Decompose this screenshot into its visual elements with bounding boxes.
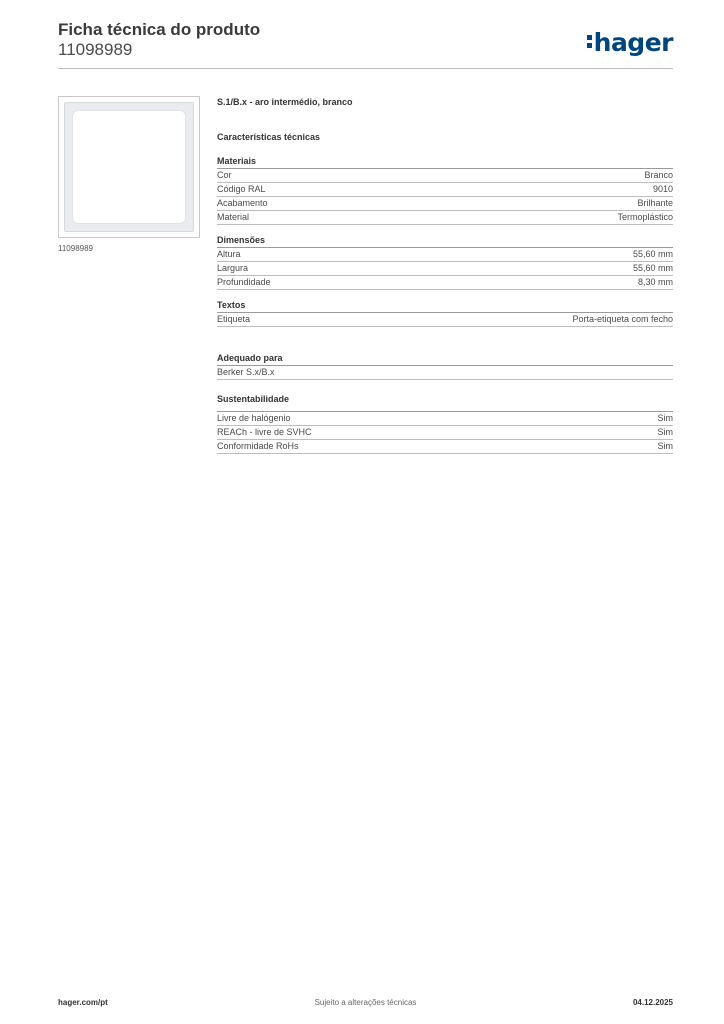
spec-label: Berker S.x/B.x <box>217 367 275 377</box>
frame-outer-shape <box>64 102 194 232</box>
spec-label: Conformidade RoHs <box>217 441 299 451</box>
section-title: Dimensões <box>217 235 673 248</box>
section-title: Adequado para <box>217 353 673 366</box>
spec-row <box>217 313 673 327</box>
spec-label: Cor <box>217 170 232 180</box>
spec-label: Etiqueta <box>217 314 251 324</box>
logo-dots-icon <box>587 35 593 51</box>
spec-label: Código RAL <box>217 184 266 194</box>
spec-row <box>217 276 673 290</box>
spec-value: Porta-etiqueta com fecho <box>572 314 673 324</box>
spec-value: Sim <box>657 413 673 423</box>
document-title: Ficha técnica do produto <box>58 20 261 39</box>
spec-label: Largura <box>217 263 249 273</box>
spec-row <box>217 366 673 380</box>
section-adequado-para <box>217 353 673 380</box>
footer-website-link[interactable]: hager.com/pt <box>58 998 108 1007</box>
spec-content <box>217 96 673 454</box>
section-title: Sustentabilidade <box>217 394 673 412</box>
frame-inner-shape <box>72 110 186 224</box>
spec-row <box>217 412 673 426</box>
spec-label: Profundidade <box>217 277 271 287</box>
section-materiais <box>217 156 673 225</box>
spec-value: 8,30 mm <box>637 277 673 287</box>
footer-date: 04.12.2025 <box>632 998 673 1007</box>
section-sustentabilidade <box>217 394 673 454</box>
spec-row <box>217 440 673 454</box>
section-title: Materiais <box>217 156 673 169</box>
spec-value: Sim <box>657 427 673 437</box>
spec-row <box>217 426 673 440</box>
product-code: 11098989 <box>58 40 133 59</box>
section-dimensoes <box>217 235 673 290</box>
spec-value: Brilhante <box>637 198 673 208</box>
spec-value: Sim <box>657 441 673 451</box>
spec-value: 55,60 mm <box>632 249 673 259</box>
hager-logo <box>587 28 673 57</box>
section-title: Textos <box>217 300 673 313</box>
spec-row <box>217 262 673 276</box>
spec-row <box>217 211 673 225</box>
spec-value: Branco <box>644 170 673 180</box>
product-image <box>58 96 200 238</box>
spec-label: Material <box>217 212 250 222</box>
section-textos <box>217 300 673 327</box>
spec-row <box>217 197 673 211</box>
spec-row <box>217 169 673 183</box>
product-name: S.1/B.x - aro intermédio, branco <box>217 97 353 107</box>
spec-value: 55,60 mm <box>632 263 673 273</box>
spec-value: 9010 <box>652 184 673 194</box>
spec-label: Altura <box>217 249 241 259</box>
spec-label: Livre de halógenio <box>217 413 291 423</box>
footer-note: Sujeito a alterações técnicas <box>314 998 417 1007</box>
image-caption: 11098989 <box>58 244 93 253</box>
spec-value: Termoplástico <box>617 212 673 222</box>
header-divider <box>58 68 673 69</box>
logo-text: hager <box>593 28 673 57</box>
tech-heading: Características técnicas <box>217 132 321 142</box>
spec-row <box>217 248 673 262</box>
page-header <box>58 20 673 60</box>
spec-label: REACh - livre de SVHC <box>217 427 312 437</box>
spec-row <box>217 183 673 197</box>
spec-label: Acabamento <box>217 198 268 208</box>
